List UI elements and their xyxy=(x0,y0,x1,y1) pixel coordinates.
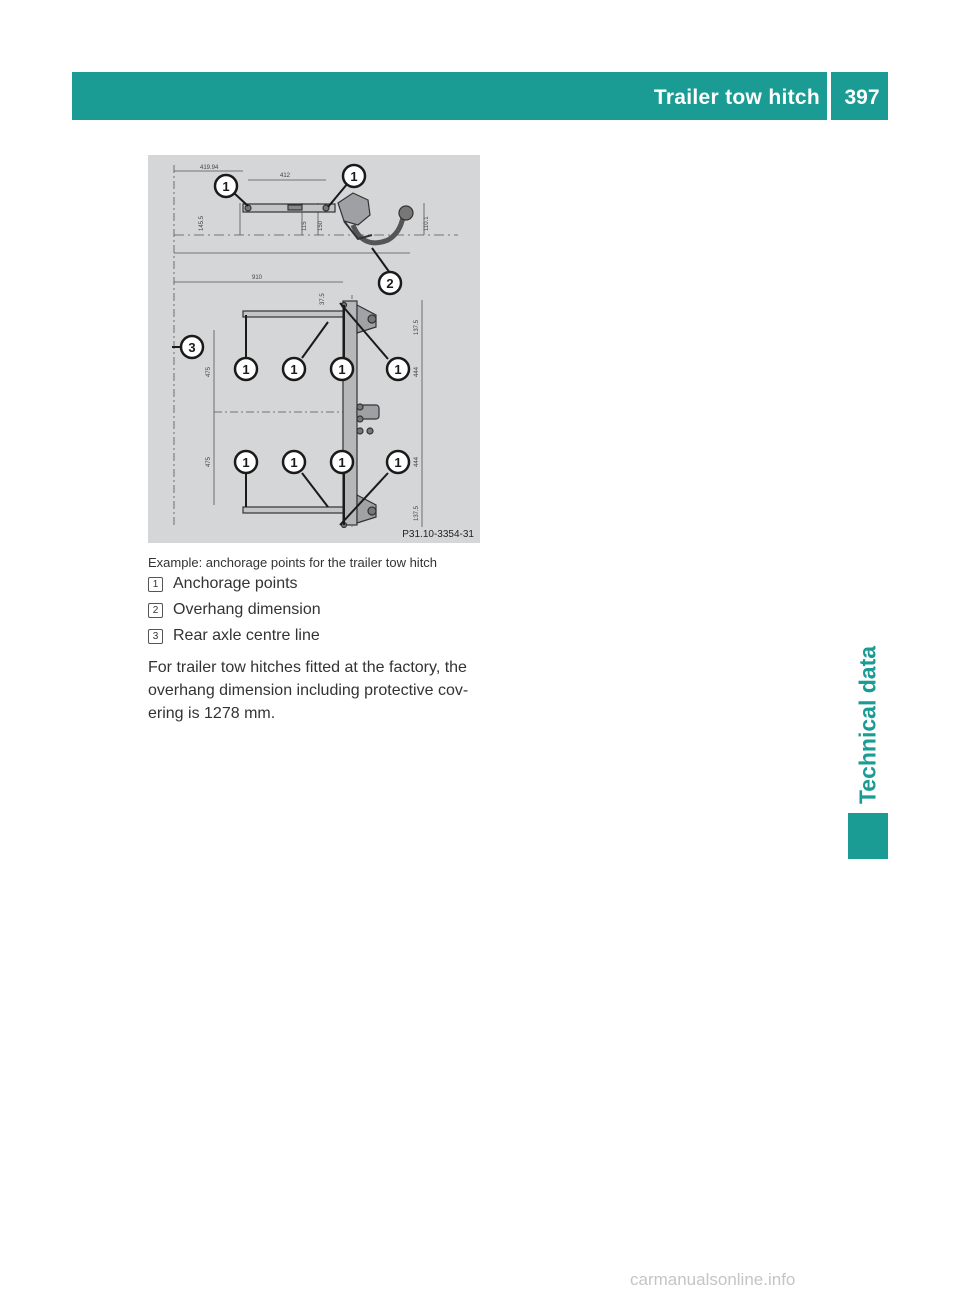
dim-label: 412 xyxy=(280,173,291,179)
callout-1: 1 xyxy=(242,455,250,470)
section-tab-block xyxy=(848,813,888,859)
legend-text: Rear axle centre line xyxy=(173,627,320,644)
dim-label: 37.5 xyxy=(320,293,326,305)
dim-label: 137.5 xyxy=(414,319,420,335)
section-tab xyxy=(848,640,888,810)
legend-number: 2 xyxy=(148,603,163,618)
watermark: carmanualsonline.info xyxy=(630,1270,796,1289)
dim-label: 419.94 xyxy=(200,165,219,171)
callout-1: 1 xyxy=(290,362,298,377)
callout-1: 1 xyxy=(394,455,402,470)
legend-item xyxy=(148,601,321,619)
dim-label: 137.5 xyxy=(414,505,420,521)
callout-1: 1 xyxy=(350,169,358,184)
dim-label: 475 xyxy=(206,456,212,467)
figure-code: P31.10-3354-31 xyxy=(402,529,474,540)
dim-label: 145.5 xyxy=(199,215,205,231)
callout-1: 1 xyxy=(242,362,250,377)
dim-label: 910 xyxy=(252,275,263,281)
legend-text: Overhang dimension xyxy=(173,601,321,618)
legend-text: Anchorage points xyxy=(173,575,298,592)
legend-number: 3 xyxy=(148,629,163,644)
dim-label: 110.1 xyxy=(424,216,430,231)
callout-1: 1 xyxy=(338,455,346,470)
callout-1: 1 xyxy=(338,362,346,377)
header-separator xyxy=(827,72,831,120)
callout-1: 1 xyxy=(290,455,298,470)
body-paragraph: For trailer tow hitches fitted at the factory, the overhang dimension including protective cov-ering is 1278 mm. xyxy=(148,659,469,722)
callout-1: 1 xyxy=(222,179,230,194)
dim-label: 115 xyxy=(302,221,308,231)
anchorage-diagram xyxy=(148,155,480,543)
dim-label: 444 xyxy=(414,456,420,467)
callout-2: 2 xyxy=(386,276,394,291)
dim-label: 475 xyxy=(206,366,212,377)
callout-3: 3 xyxy=(188,340,196,355)
page-title: Trailer tow hitch xyxy=(653,86,820,109)
dim-label: 150 xyxy=(318,220,324,231)
legend-number: 1 xyxy=(148,577,163,592)
legend-item xyxy=(148,575,298,593)
page-number: 397 xyxy=(844,86,880,109)
dim-label: 444 xyxy=(414,366,420,377)
legend-item xyxy=(148,627,320,645)
callout-1: 1 xyxy=(394,362,402,377)
figure-caption: Example: anchorage points for the trailer tow hitch xyxy=(148,555,438,570)
section-tab-label: Technical data xyxy=(854,645,881,805)
